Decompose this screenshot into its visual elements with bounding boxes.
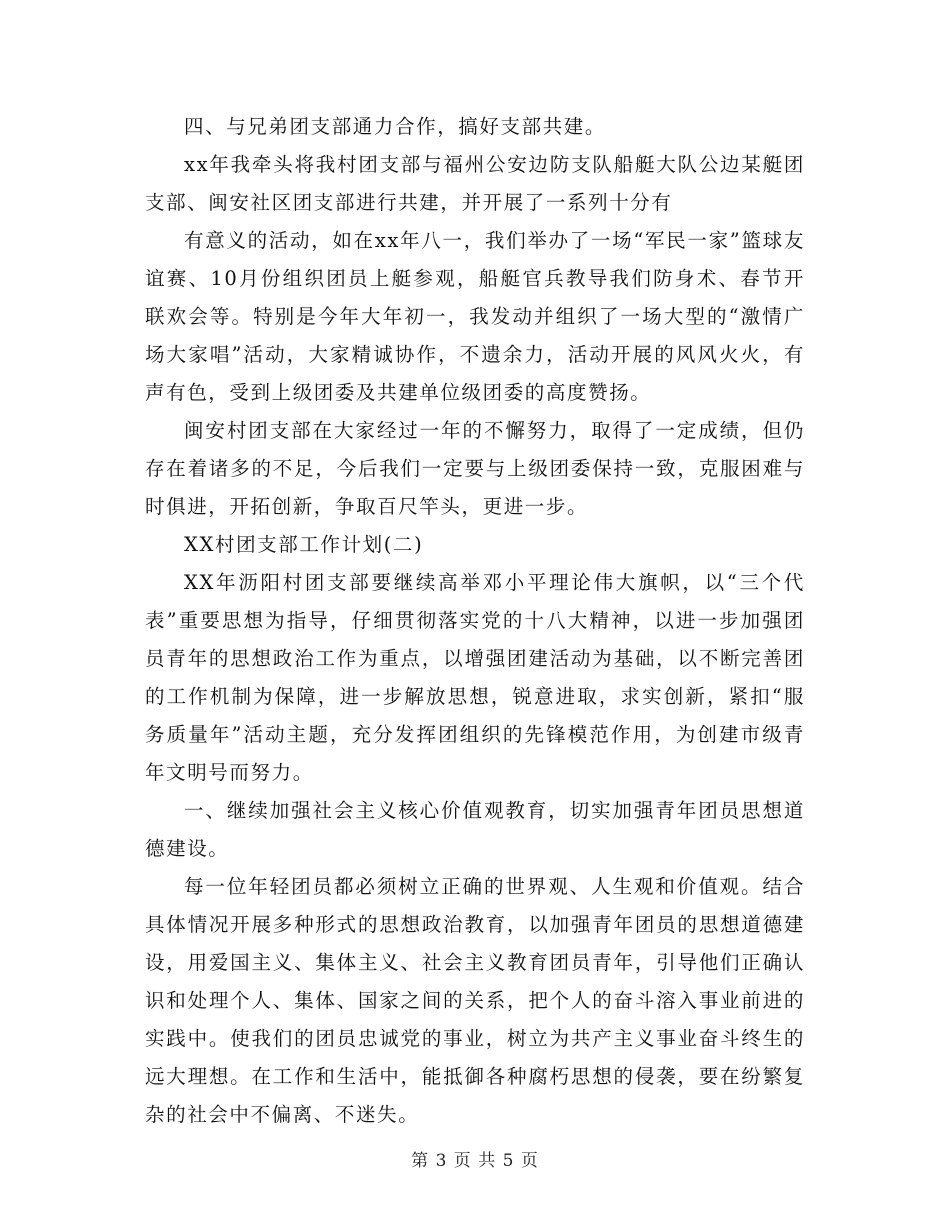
paragraph-plan-intro: XX年沥阳村团支部要继续高举邓小平理论伟大旗帜，以“三个代表”重要思想为指导，仔细贯彻落实党的十八大精神，以进一步加强团员青年的思想政治工作为重点，以增强团建活动为基础，以不断完善团的工作机制为保障，进一步解放思想，锐意进取，求实创新，紧扣“服务质量年”活动主题，充分发挥团组织的先锋模范作用，为创建市级青年文明号而努力。 xyxy=(145,571,805,784)
paragraph-joint-building: xx年我牵头将我村团支部与福州公安边防支队船艇大队公边某艇团支部、闽安社区团支部进行共建，并开展了一系列十分有 xyxy=(145,153,805,214)
paragraph-summary: 闽安村团支部在大家经过一年的不懈努力，取得了一定成绩，但仍存在着诸多的不足，今后我们一定要与上级团委保持一致，克服困难与时俱进，开拓创新，争取百尺竿头，更进一步。 xyxy=(145,419,805,518)
paragraph-activities: 有意义的活动，如在xx年八一，我们举办了一场“军民一家”篮球友谊赛、10月份组织团员上艇参观，船艇官兵教导我们防身术、春节开联欢会等。特别是今年大年初一，我发动并组织了一场大型的“激情广场大家唱”活动，大家精诚协作，不遗余力，活动开展的风风火火，有声有色，受到上级团委及共建单位级团委的高度赞扬。 xyxy=(145,229,805,404)
document-subtitle: XX村团支部工作计划(二) xyxy=(184,533,424,556)
paragraph-values-education: 每一位年轻团员都必须树立正确的世界观、人生观和价值观。结合具体情况开展多种形式的思想政治教育，以加强青年团员的思想道德建设，用爱国主义、集体主义、社会主义教育团员青年，引导他们正确认识和处理个人、集体、国家之间的关系，把个人的奋斗溶入事业前进的实践中。使我们的团员忠诚党的事业，树立为共产主义事业奋斗终生的远大理想。在工作和生活中，能抵御各种腐朽思想的侵袭，要在纷繁复杂的社会中不偏离、不迷失。 xyxy=(145,875,805,1126)
section-heading-cooperation: 四、与兄弟团支部通力合作，搞好支部共建。 xyxy=(184,115,607,138)
section-heading-values-education: 一、继续加强社会主义核心价值观教育，切实加强青年团员思想道德建设。 xyxy=(145,799,805,860)
document-body xyxy=(145,108,805,1134)
page-number-footer: 第 3 页 共 5 页 xyxy=(411,1151,539,1171)
